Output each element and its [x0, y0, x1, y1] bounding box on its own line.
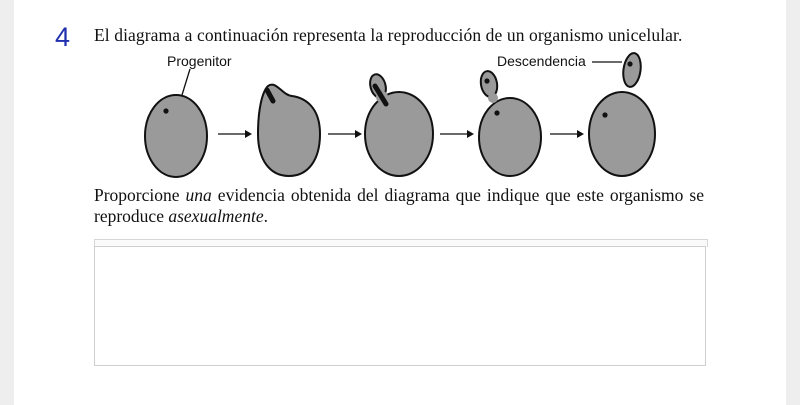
cell-4-nucleus — [494, 110, 499, 115]
cell-5-parent — [589, 92, 655, 176]
arrow-4 — [550, 130, 584, 138]
prompt-text-3: . — [263, 206, 268, 226]
question-prompt — [94, 185, 704, 227]
answer-input-box[interactable] — [94, 246, 706, 366]
reproduction-diagram — [0, 0, 800, 190]
question-text: El diagrama a continuación representa la reproducción de un organismo unicelular. — [94, 25, 683, 45]
progenitor-pointer — [182, 69, 190, 95]
cell-5-offspring — [621, 52, 643, 88]
cell-1-parent — [145, 95, 207, 177]
cell-4-bud — [479, 70, 499, 98]
prompt-text-1: Proporcione — [94, 185, 186, 205]
cell-3-parent — [365, 92, 433, 176]
arrow-3 — [440, 130, 474, 138]
cell-1-nucleus — [163, 108, 168, 113]
prompt-text-2: evidencia obtenida del diagrama que indique que este organismo se reproduce — [94, 185, 704, 226]
cell-4-bud-nucleus — [484, 78, 489, 83]
cell-5-nucleus — [602, 112, 607, 117]
cell-4-join — [488, 93, 498, 103]
arrow-2 — [328, 130, 362, 138]
label-descendencia: Descendencia — [497, 53, 586, 69]
cell-4-parent — [479, 98, 541, 176]
cell-5-offspring-nucleus — [627, 61, 632, 66]
label-progenitor: Progenitor — [167, 53, 232, 69]
cell-2-budding — [258, 85, 320, 176]
question-number: 4 — [55, 22, 71, 52]
prompt-emphasis-asexualmente: asexualmente — [168, 206, 264, 226]
prompt-emphasis-una: una — [185, 185, 212, 205]
arrow-1 — [218, 130, 252, 138]
